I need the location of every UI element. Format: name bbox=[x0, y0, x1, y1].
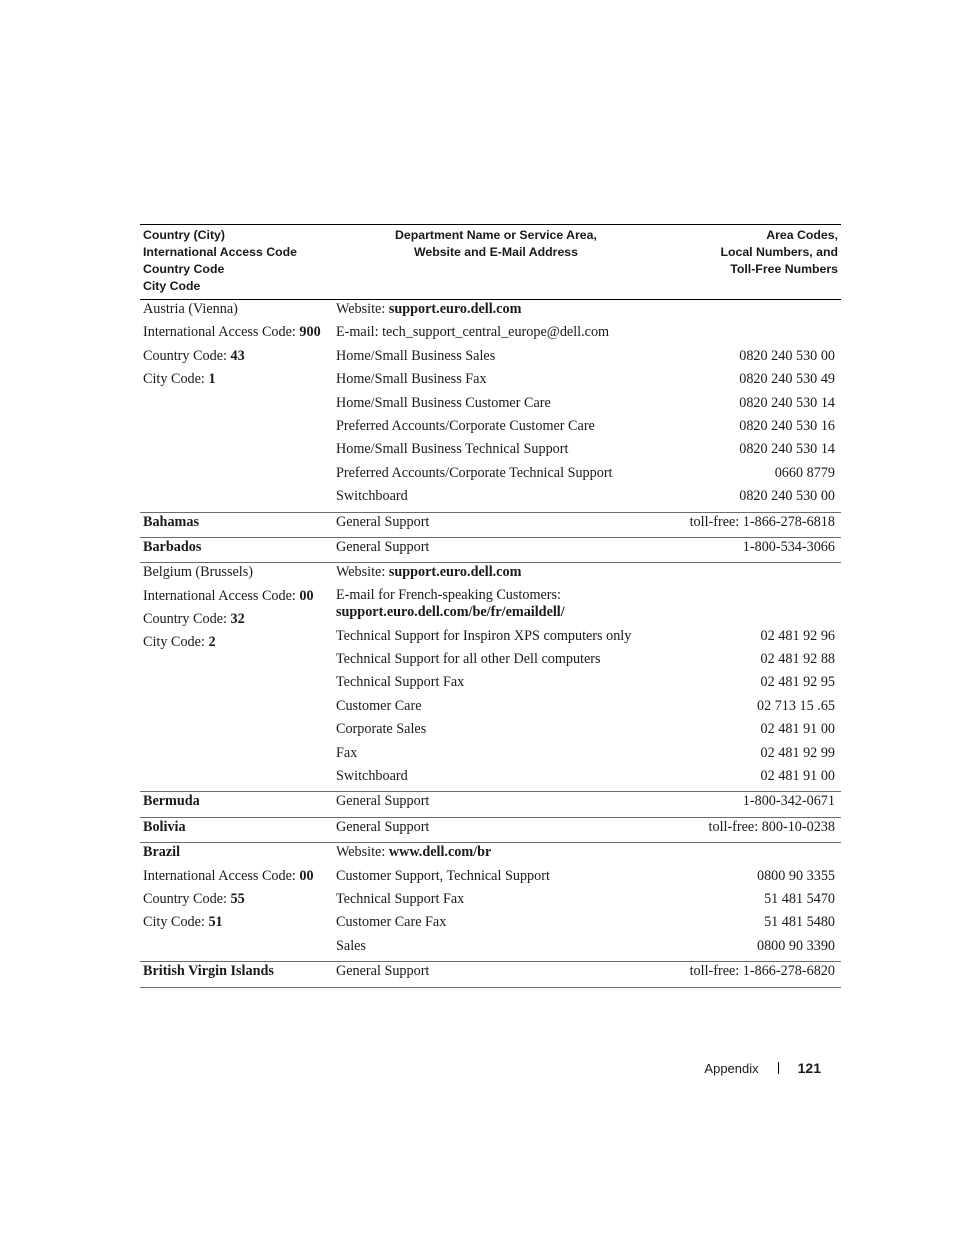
department-name bbox=[336, 867, 757, 890]
service-row bbox=[336, 767, 841, 790]
department-text: Home/Small Business Customer Care bbox=[336, 394, 551, 411]
department-name bbox=[336, 937, 757, 960]
service-row bbox=[336, 867, 841, 890]
country-info bbox=[140, 962, 336, 985]
phone-number: 0800 90 3355 bbox=[756, 867, 835, 884]
department-text: E-mail: tech_support_central_europe@dell.com bbox=[336, 324, 610, 341]
code-value: 2 bbox=[208, 634, 216, 651]
services bbox=[336, 792, 841, 815]
phone-number: 02 481 91 00 bbox=[760, 721, 835, 738]
service-row bbox=[336, 792, 841, 815]
code-label: Belgium (Brussels) bbox=[143, 564, 253, 581]
code-label: Barbados bbox=[143, 538, 202, 555]
department-name bbox=[336, 792, 743, 815]
department-name bbox=[336, 538, 743, 561]
department-text: Technical Support Fax bbox=[336, 890, 465, 907]
department-name bbox=[336, 913, 764, 936]
phone-number: 0800 90 3390 bbox=[756, 937, 835, 954]
code-value: 51 bbox=[208, 914, 223, 931]
department-text: Switchboard bbox=[336, 488, 408, 505]
table-header bbox=[140, 225, 841, 300]
page-number: 121 bbox=[797, 1060, 821, 1076]
code-value: 00 bbox=[299, 587, 314, 604]
department-name bbox=[336, 440, 739, 463]
department-text: Website: bbox=[336, 301, 389, 317]
code-value: 900 bbox=[299, 324, 321, 341]
header-country: Country (City) International Access Code Country Code City Code bbox=[143, 228, 297, 293]
code-label: International Access Code: bbox=[143, 324, 300, 341]
phone-number: 1-800-534-3066 bbox=[742, 538, 835, 555]
country-name bbox=[143, 818, 336, 841]
service-row bbox=[336, 913, 841, 936]
services bbox=[336, 962, 841, 985]
access-code-row bbox=[143, 610, 336, 633]
code-label: Country Code: bbox=[143, 890, 231, 907]
department-name bbox=[336, 673, 761, 696]
access-code-row bbox=[143, 633, 336, 656]
country-name bbox=[143, 563, 336, 586]
department-text: Customer Support, Technical Support bbox=[336, 867, 550, 884]
contact-table bbox=[140, 224, 841, 988]
department-text: General Support bbox=[336, 963, 430, 980]
code-value: 32 bbox=[230, 611, 245, 628]
department-name bbox=[336, 300, 835, 323]
access-code-row bbox=[143, 370, 336, 393]
department-text: E-mail for French-speaking Customers: bbox=[336, 586, 561, 603]
department-name bbox=[336, 962, 690, 985]
access-code-row bbox=[143, 867, 336, 890]
department-name bbox=[336, 370, 739, 393]
department-name bbox=[336, 513, 690, 536]
phone-number: 0820 240 530 00 bbox=[739, 347, 835, 364]
department-name bbox=[336, 650, 761, 673]
country-group bbox=[140, 513, 841, 538]
phone-number: toll-free: 1-866-278-6820 bbox=[689, 963, 835, 980]
department-name bbox=[336, 720, 761, 743]
department-text: Corporate Sales bbox=[336, 721, 427, 738]
country-name bbox=[143, 538, 336, 561]
header-numbers: Area Codes, Local Numbers, and Toll-Free Numbers bbox=[720, 228, 838, 276]
country-group bbox=[140, 792, 841, 817]
access-code-row bbox=[143, 890, 336, 913]
country-group bbox=[140, 563, 841, 792]
department-text: General Support bbox=[336, 538, 430, 555]
phone-number: 02 481 91 00 bbox=[760, 768, 835, 785]
department-name bbox=[336, 487, 739, 510]
service-row bbox=[336, 323, 841, 346]
department-name bbox=[336, 587, 835, 627]
country-info bbox=[140, 792, 336, 815]
phone-number: 0820 240 530 14 bbox=[739, 394, 835, 411]
department-name bbox=[336, 890, 764, 913]
phone-number: 02 481 92 95 bbox=[760, 674, 835, 691]
services bbox=[336, 563, 841, 790]
code-label: Brazil bbox=[143, 844, 181, 861]
phone-number: 02 481 92 99 bbox=[760, 744, 835, 761]
country-group bbox=[140, 538, 841, 563]
service-row bbox=[336, 744, 841, 767]
country-info bbox=[140, 843, 336, 960]
phone-number: toll-free: 1-866-278-6818 bbox=[689, 513, 835, 530]
country-name bbox=[143, 300, 336, 323]
department-name bbox=[336, 744, 761, 767]
department-text: Sales bbox=[336, 937, 366, 954]
service-row bbox=[336, 300, 841, 323]
code-label: Bahamas bbox=[143, 513, 199, 530]
service-row bbox=[336, 464, 841, 487]
department-text: Preferred Accounts/Corporate Technical Support bbox=[336, 464, 613, 481]
phone-number: 0820 240 530 14 bbox=[739, 441, 835, 458]
phone-number: 1-800-342-0671 bbox=[742, 793, 835, 810]
service-row bbox=[336, 627, 841, 650]
service-row bbox=[336, 563, 841, 586]
department-text: Technical Support for all other Dell computers bbox=[336, 651, 601, 668]
country-name bbox=[143, 843, 336, 866]
department-text: Technical Support for Inspiron XPS computers only bbox=[336, 627, 632, 644]
code-label: City Code: bbox=[143, 371, 209, 388]
access-code-row bbox=[143, 347, 336, 370]
website-link: support.euro.dell.com bbox=[388, 564, 522, 581]
phone-number: 02 481 92 88 bbox=[760, 651, 835, 668]
phone-number bbox=[835, 587, 841, 627]
service-row bbox=[336, 417, 841, 440]
services bbox=[336, 843, 841, 960]
services bbox=[336, 538, 841, 561]
code-label: British Virgin Islands bbox=[143, 963, 274, 980]
service-row bbox=[336, 890, 841, 913]
department-text: Website: bbox=[336, 564, 389, 581]
department-text: Home/Small Business Technical Support bbox=[336, 441, 569, 458]
code-value: 55 bbox=[230, 890, 245, 907]
department-name bbox=[336, 563, 835, 586]
code-label: Austria (Vienna) bbox=[143, 301, 238, 317]
phone-number: 0820 240 530 16 bbox=[739, 417, 835, 434]
phone-number: toll-free: 800-10-0238 bbox=[708, 818, 835, 835]
service-row bbox=[336, 538, 841, 561]
phone-number bbox=[835, 563, 841, 586]
code-label: International Access Code: bbox=[143, 587, 300, 604]
website-link: support.euro.dell.com bbox=[388, 301, 522, 317]
access-code-row bbox=[143, 587, 336, 610]
department-text: Customer Care Fax bbox=[336, 914, 447, 931]
service-row bbox=[336, 394, 841, 417]
country-info bbox=[140, 538, 336, 561]
website-link: www.dell.com/br bbox=[388, 844, 492, 861]
department-text: General Support bbox=[336, 793, 430, 810]
department-text: General Support bbox=[336, 513, 430, 530]
service-row bbox=[336, 720, 841, 743]
access-code-row bbox=[143, 323, 336, 346]
footer-divider bbox=[778, 1062, 779, 1074]
phone-number: 02 481 92 96 bbox=[760, 627, 835, 644]
table-body bbox=[140, 300, 841, 988]
service-row bbox=[336, 440, 841, 463]
service-row bbox=[336, 818, 841, 841]
phone-number: 51 481 5470 bbox=[764, 890, 835, 907]
service-row bbox=[336, 370, 841, 393]
department-text: Switchboard bbox=[336, 768, 408, 785]
department-name bbox=[336, 394, 739, 417]
country-info bbox=[140, 563, 336, 790]
country-name bbox=[143, 513, 336, 536]
department-name bbox=[336, 464, 775, 487]
service-row bbox=[336, 587, 841, 627]
code-label: City Code: bbox=[143, 914, 209, 931]
email-link: support.euro.dell.com/be/fr/emaildell/ bbox=[336, 603, 565, 620]
department-text: Preferred Accounts/Corporate Customer Care bbox=[336, 417, 595, 434]
phone-number: 02 713 15 .65 bbox=[756, 697, 835, 714]
department-name bbox=[336, 843, 835, 866]
country-group bbox=[140, 300, 841, 513]
code-label: Bermuda bbox=[143, 793, 200, 810]
code-value: 43 bbox=[230, 347, 245, 364]
country-group bbox=[140, 843, 841, 962]
department-text: Technical Support Fax bbox=[336, 674, 465, 691]
phone-number bbox=[835, 323, 841, 346]
services bbox=[336, 818, 841, 841]
service-row bbox=[336, 697, 841, 720]
access-code-row bbox=[143, 913, 336, 936]
department-text: Home/Small Business Fax bbox=[336, 371, 487, 388]
service-row bbox=[336, 650, 841, 673]
country-name bbox=[143, 962, 336, 985]
service-row bbox=[336, 347, 841, 370]
department-text: Home/Small Business Sales bbox=[336, 347, 496, 364]
phone-number bbox=[835, 300, 841, 323]
service-row bbox=[336, 673, 841, 696]
header-department: Department Name or Service Area, Website and E-Mail Address bbox=[395, 228, 597, 259]
department-text: Website: bbox=[336, 844, 389, 861]
country-name bbox=[143, 792, 336, 815]
footer-section: Appendix bbox=[704, 1060, 759, 1076]
department-name bbox=[336, 767, 761, 790]
service-row bbox=[336, 962, 841, 985]
department-name bbox=[336, 818, 709, 841]
code-label: City Code: bbox=[143, 634, 209, 651]
phone-number: 51 481 5480 bbox=[764, 914, 835, 931]
country-group bbox=[140, 818, 841, 843]
phone-number: 0820 240 530 49 bbox=[739, 371, 835, 388]
code-label: Bolivia bbox=[143, 818, 186, 835]
department-name bbox=[336, 697, 757, 720]
phone-number: 0820 240 530 00 bbox=[739, 488, 835, 505]
service-row bbox=[336, 513, 841, 536]
country-group bbox=[140, 962, 841, 987]
department-text: General Support bbox=[336, 818, 430, 835]
service-row bbox=[336, 843, 841, 866]
page-footer bbox=[704, 1060, 821, 1076]
code-label: Country Code: bbox=[143, 611, 231, 628]
department-name bbox=[336, 323, 835, 346]
service-row bbox=[336, 487, 841, 510]
department-name bbox=[336, 417, 739, 440]
department-text: Customer Care bbox=[336, 697, 422, 714]
code-value: 1 bbox=[208, 371, 216, 388]
country-info bbox=[140, 300, 336, 511]
department-name bbox=[336, 347, 739, 370]
service-row bbox=[336, 937, 841, 960]
code-value: 00 bbox=[299, 867, 314, 884]
code-label: Country Code: bbox=[143, 347, 231, 364]
department-name bbox=[336, 627, 761, 650]
country-info bbox=[140, 513, 336, 536]
services bbox=[336, 300, 841, 511]
code-label: International Access Code: bbox=[143, 867, 300, 884]
phone-number bbox=[835, 843, 841, 866]
country-info bbox=[140, 818, 336, 841]
phone-number: 0660 8779 bbox=[774, 464, 835, 481]
department-text: Fax bbox=[336, 744, 358, 761]
services bbox=[336, 513, 841, 536]
